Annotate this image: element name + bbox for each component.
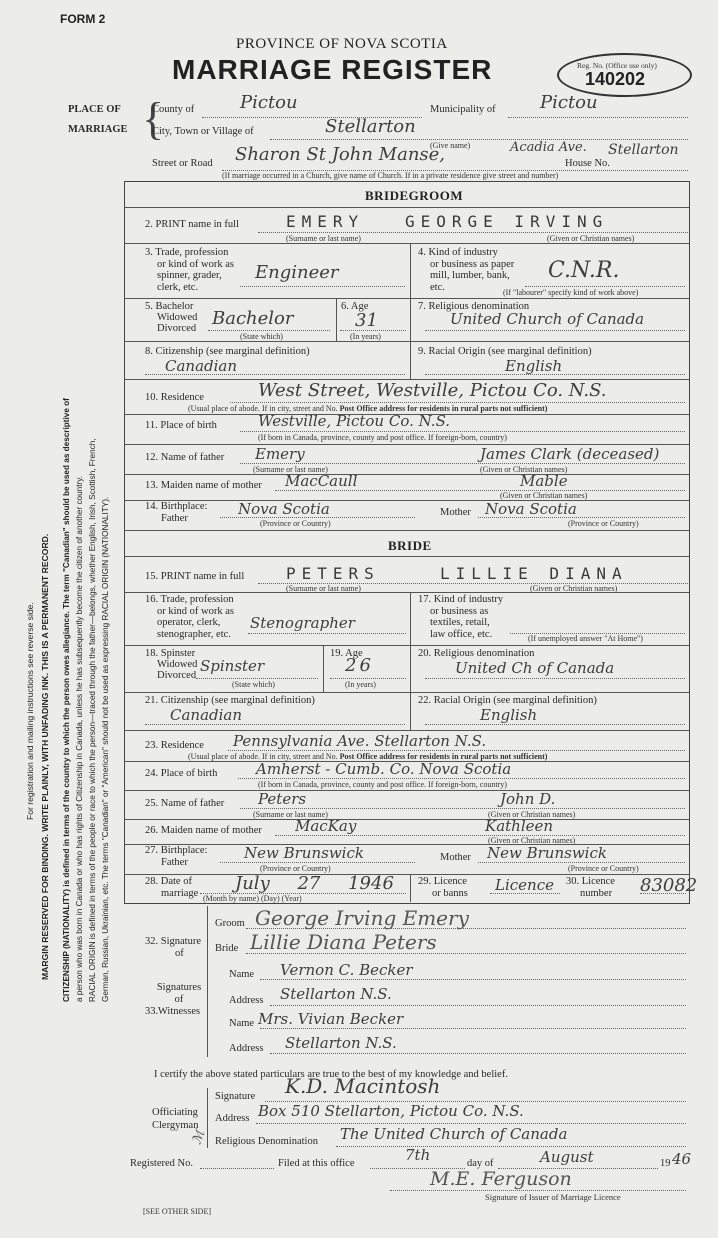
margin-note-citizenship: CITIZENSHIP (NATIONALITY) is defined in terms of the country to which the person owes allegiance. The term "Canadian" should be used as descriptive of [62,398,71,1002]
bride-origin: English [480,706,538,724]
father-given-caption: (Given or Christian names) [480,465,568,474]
bride-birthplace-caption: (If born in Canada, province, county and post office. If foreign-born, country) [258,780,507,789]
bride-mother-surname: MacKay [295,817,357,835]
clergy-denomination: The United Church of Canada [340,1125,568,1143]
groom-mother-label: 13. Maiden name of mother [145,480,262,491]
bride-status-label: 18. Spinster Widowed Divorced [145,648,198,681]
see-other-side: [SEE OTHER SIDE] [143,1207,211,1216]
municipality-value: Pictou [540,92,598,113]
w1-name-label: Name [229,969,255,980]
groom-religion-label: 7. Religious denomination [418,301,530,312]
bride-citizenship-label: 21. Citizenship (see marginal definition) [145,695,315,706]
groom-given-names: GEORGE IRVING [405,212,609,231]
father-surname-caption: (Surname or last name) [253,465,328,474]
bride-mother-given: Kathleen [485,817,554,835]
date-caption: (Month by name) (Day) (Year) [203,894,302,903]
clergy-initials: ℳ [189,1128,209,1147]
mother-prov-caption: (Province or Country) [568,519,639,528]
filed-month: August [540,1148,594,1166]
groom-status: Bachelor [212,308,294,329]
state-caption: (State which) [240,332,283,341]
marriage-label: MARRIAGE [68,124,128,135]
w2-address-label: Address [229,1043,264,1054]
clergy-sig-label: Signature [215,1091,256,1102]
margin-note-binding: MARGIN RESERVED FOR BINDING. WRITE PLAINLY, WITH UNFADING INK. THIS IS A PERMANENT RECORD. [40,533,50,980]
county-label: County of [152,104,195,115]
groom-birthplace-label: 11. Place of birth [145,420,217,431]
bride-industry-label: 17. Kind of industry or business as textiles, retail, law office, etc. [418,594,504,640]
margin-note-racial: RACIAL ORIGIN is defined in terms of the people or race to which the person—traced through the father—belongs, whether English, Irish, Scottish, French, [88,438,97,1002]
reg-number-label: Reg. No. (Office use only) [577,61,657,70]
bride-father-surname-caption: (Surname or last name) [253,810,328,819]
clergy-address: Box 510 Stellarton, Pictou Co. N.S. [258,1102,524,1120]
bride-father-given-caption: (Given or Christian names) [488,810,576,819]
bride-father-birthplace: New Brunswick [244,844,364,862]
groom-name-label: 2. PRINT name in full [145,219,240,230]
bride-mother-prov-caption: (Province or Country) [568,864,639,873]
bride-surname-caption: (Surname or last name) [286,584,361,593]
witnesses-number: 33. [145,1006,159,1017]
witness1-address: Stellarton N.S. [280,985,392,1003]
licence-number: 83082 [640,875,698,896]
bride-origin-label: 22. Racial Origin (see marginal definition) [418,695,597,706]
years-caption: (In years) [350,332,381,341]
bride-mother-given-caption: (Given or Christian names) [488,836,576,845]
groom-age: 31 [355,310,378,331]
father-prov-caption: (Province or Country) [260,519,331,528]
bride-father-given: John D. [500,790,556,808]
bride-trade-label: 16. Trade, profession or kind of work as operator, clerk, stenographer, etc. [145,594,234,640]
groom-father-given: James Clark (deceased) [480,445,660,463]
witness1-name: Vernon C. Becker [280,961,413,979]
licence-or-banns: Licence [495,876,554,894]
street-value-2: Acadia Ave. [510,140,587,155]
bride-sig-label: Bride [215,943,239,954]
bride-parents-birthplace-label: 27. Birthplace: Father [145,845,208,868]
marriage-date-label: 28. Date of marriage [145,876,199,899]
unemployed-caption: (If unemployed answer "At Home") [528,634,643,643]
municipality-label: Municipality of [430,104,496,115]
bride-mother-label: 26. Maiden name of mother [145,825,262,836]
street-caption: (If marriage occurred in a Church, give name of Church. If in a private residence give street and number) [222,171,559,180]
licence-number-label: 30. Licence number [566,876,615,899]
groom-religion: United Church of Canada [450,310,645,328]
give-name-caption: (Give name) [430,141,471,150]
house-label: House No. [565,158,610,169]
groom-birthplace: Westville, Pictou Co. N.S. [258,412,451,430]
surname-caption: (Surname or last name) [286,234,361,243]
given-caption: (Given or Christian names) [547,234,635,243]
groom-mother-surname: MacCaull [285,472,358,490]
bride-citizenship: Canadian [170,706,243,724]
birthplace-caption: (If born in Canada, province, county and post office. If foreign-born, country) [258,433,507,442]
city-value: Stellarton [325,116,416,137]
bride-father-surname: Peters [258,790,307,808]
mother-given-caption: (Given or Christian names) [500,491,588,500]
groom-father-label: 12. Name of father [145,452,225,463]
margin-note-citizenship-2: a person who was born in Canada or who has rights of Citizenship in Canada, unless he has subsequently become the citizen of another country. [75,476,84,1002]
marriage-date: July 27 1946 [235,873,394,894]
bride-age-label: 19. Age [330,648,363,659]
bride-trade: Stenographer [250,614,355,632]
place-brace: { [142,93,165,144]
bride-given-names: LILLIE DIANA [440,564,628,583]
witness2-address: Stellarton N.S. [285,1034,397,1052]
groom-mother-given: Mable [520,472,568,490]
margin-note-racial-2: German, Russian, Ukrainian, etc. The terms "Canadian" or "American" should not be used as expressing RACIAL ORIGIN (NATIONALITY). [101,496,110,1002]
registered-no-label: Registered No. [130,1158,193,1169]
issuer-caption: Signature of Issuer of Marriage Licence [485,1192,621,1202]
groom-mother-birth-label: Mother [440,507,471,518]
groom-status-label: 5. Bachelor Widowed Divorced [145,301,198,334]
groom-father-surname: Emery [255,445,305,463]
groom-citizenship-label: 8. Citizenship (see marginal definition) [145,346,310,357]
bridegroom-heading: BRIDEGROOM [365,188,464,203]
certification-statement: I certify the above stated particulars are true to the best of my knowledge and belief. [154,1069,508,1080]
province-heading: PROVINCE OF NOVA SCOTIA [236,36,448,52]
groom-mother-birthplace: Nova Scotia [485,500,577,518]
place-label: PLACE OF [68,104,121,115]
groom-industry-label: 4. Kind of industry or business as paper mill, lumber, bank, etc. [418,247,515,293]
bride-birthplace-label: 24. Place of birth [145,768,218,779]
groom-parents-birthplace-label: 14. Birthplace: Father [145,501,208,524]
bride-state-caption: (State which) [232,680,275,689]
filed-label: Filed at this office [278,1158,355,1169]
bride-mother-birthplace: New Brunswick [487,844,607,862]
bride-signature: Lillie Diana Peters [250,930,437,954]
bride-surname: PETERS [286,564,380,583]
filed-year: 46 [672,1150,692,1168]
bride-father-prov-caption: (Province or Country) [260,864,331,873]
bride-years-caption: (In years) [345,680,376,689]
groom-industry: C.N.R. [548,258,620,283]
clergy-address-label: Address [215,1113,250,1124]
reg-number: 140202 [585,69,646,89]
groom-origin: English [505,357,563,375]
bride-father-label: 25. Name of father [145,798,225,809]
year-prefix: 19 [660,1158,671,1169]
bride-status: Spinster [200,657,265,675]
groom-sig-label: Groom [215,918,245,929]
groom-citizenship: Canadian [165,357,238,375]
residence-caption: (Usual place of abode. If in city, street and No. Post Office address for residents in rural parts not sufficient) [188,404,548,413]
bride-birthplace: Amherst - Cumb. Co. Nova Scotia [256,760,512,778]
bride-age: 26 [345,655,374,676]
groom-signature: George Irving Emery [255,906,469,930]
groom-residence: West Street, Westville, Pictou Co. N.S. [258,380,607,401]
bride-residence-caption: (Usual place of abode. If in city, street and No. Post Office address for residents in rural parts not sufficient) [188,752,548,761]
street-value: Sharon St John Manse, [235,144,446,165]
witnesses-label: Signatures of Witnesses [156,982,202,1017]
labourer-caption: (If "labourer" specify kind of work above) [503,288,639,297]
witness2-name: Mrs. Vivian Becker [258,1010,404,1028]
bride-mother-birth-label: Mother [440,852,471,863]
clergy-denomination-label: Religious Denomination [215,1136,318,1147]
w2-name-label: Name [229,1018,255,1029]
groom-surname: EMERY [286,212,365,231]
house-value: Stellarton [608,142,679,158]
groom-origin-label: 9. Racial Origin (see marginal definition) [418,346,592,357]
bride-religion: United Ch of Canada [455,659,615,677]
groom-trade: Engineer [255,262,339,283]
bride-religion-label: 20. Religious denomination [418,648,535,659]
groom-residence-label: 10. Residence [145,392,204,403]
groom-age-label: 6. Age [341,301,369,312]
w1-address-label: Address [229,995,264,1006]
officiating-clergyman-label: Officiating Clergyman [152,1107,199,1131]
day-of-label: day of [467,1158,494,1169]
bride-residence-label: 23. Residence [145,740,204,751]
signature-of-label: 32. Signature of [145,936,201,959]
filed-day: 7th [405,1146,431,1164]
licence-banns-label: 29. Licence or banns [418,876,468,899]
groom-father-birthplace: Nova Scotia [238,500,330,518]
reg-number-box [557,53,692,97]
bride-name-label: 15. PRINT name in full [145,571,245,582]
bride-heading: BRIDE [388,538,432,553]
city-label: City, Town or Village of [152,126,254,137]
county-value: Pictou [240,92,298,113]
street-label: Street or Road [152,158,213,169]
clergy-signature: K.D. Macintosh [285,1074,441,1098]
bride-given-caption: (Given or Christian names) [530,584,618,593]
issuer-signature: M.E. Ferguson [430,1168,572,1190]
page-title: MARRIAGE REGISTER [172,54,493,85]
margin-note-instructions: For registration and mailing instructions see reverse side. [25,602,35,820]
bride-residence: Pennsylvania Ave. Stellarton N.S. [233,732,487,750]
form-number: FORM 2 [60,12,106,26]
groom-trade-label: 3. Trade, profession or kind of work as spinner, grader, clerk, etc. [145,247,234,293]
